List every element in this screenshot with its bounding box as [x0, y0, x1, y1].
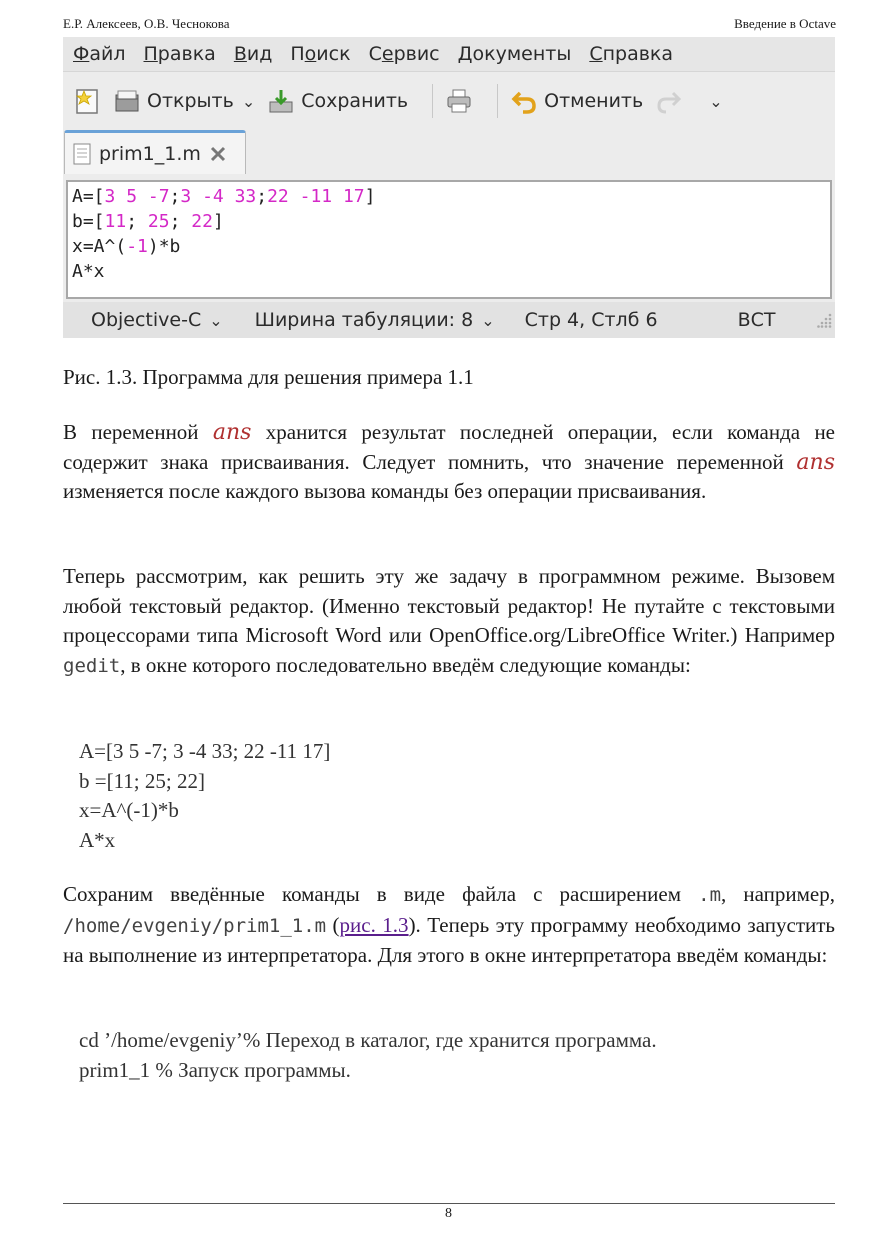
page-number: 8	[445, 1206, 452, 1221]
code-token: A=[	[72, 186, 105, 207]
chevron-down-icon: ⌄	[209, 310, 223, 330]
editor-line	[72, 234, 826, 259]
code-line: cd ’/home/evgeniy’% Переход в каталог, где хранится программа.	[79, 1028, 657, 1052]
text: Теперь рассмотрим, как решить эту же задачу в программном режиме. Вызовем любой текстовый редактор. (Именно текстовый редактор! Не путайте с текстовыми процессорами типа Microsoft Word или OpenOffice.org/LibreOffice Writer.) Например	[63, 564, 835, 647]
tab-width-selector[interactable]	[255, 309, 495, 331]
text: , например,	[721, 882, 835, 906]
code-line: A*x	[79, 827, 116, 852]
new-document-button[interactable]	[73, 87, 101, 115]
tab-prim1-1[interactable]	[64, 130, 246, 174]
menu-file[interactable]: Файл	[73, 43, 126, 65]
undo-icon	[510, 87, 538, 115]
resize-grip-icon[interactable]	[817, 312, 833, 328]
code-token: ;	[169, 211, 192, 232]
header-book-title: Введение в Octave	[734, 16, 836, 31]
number-token: 3 -4 33	[180, 186, 257, 207]
paragraph-save-file	[63, 880, 835, 971]
figure-link[interactable]: рис. 1.3	[339, 912, 409, 937]
menu-edit[interactable]: Правка	[143, 43, 216, 65]
document-tabs	[63, 130, 835, 176]
code-token: x=A^(	[72, 236, 127, 257]
toolbar	[63, 71, 835, 130]
file-extension: .m	[698, 884, 722, 906]
number-token: 11	[104, 211, 127, 232]
menu-search[interactable]: Поиск	[290, 43, 351, 65]
save-label: Сохранить	[301, 90, 409, 112]
save-button[interactable]	[267, 87, 408, 115]
gedit-screenshot	[63, 37, 835, 338]
file-path: /home/evgeniy/prim1_1.m	[63, 914, 327, 937]
editor-line	[72, 184, 826, 209]
editor-line	[72, 209, 826, 234]
running-header	[63, 16, 836, 36]
print-button[interactable]	[445, 87, 473, 115]
code-token: )*b	[147, 236, 181, 257]
code-editor[interactable]	[66, 180, 832, 299]
menu-help[interactable]: Справка	[589, 43, 674, 65]
cursor-position: Стр 4, Стлб 6	[524, 309, 658, 331]
code-line: b =[11; 25; 22]	[79, 768, 205, 793]
toolbar-separator	[497, 84, 498, 118]
number-token: -1	[126, 236, 148, 257]
tab-width-label: Ширина табуляции: 8	[254, 309, 474, 331]
undo-label: Отменить	[544, 90, 644, 112]
chevron-down-icon[interactable]: ⌄	[709, 91, 723, 111]
code-line: prim1_1 % Запуск программы.	[79, 1057, 351, 1082]
code-token: A*x	[72, 261, 105, 282]
text: изменяется после каждого вызова команды без операции присваивания.	[63, 479, 707, 503]
code-line: x=A^(-1)*b	[79, 798, 179, 822]
code-listing-1	[79, 737, 330, 855]
number-token: 22	[191, 211, 213, 232]
text: , в окне которого последовательно введём следующие команды:	[120, 652, 691, 677]
figure-caption: Рис. 1.3. Программа для решения примера 1.1	[63, 365, 474, 389]
open-label: Открыть	[147, 90, 234, 112]
code-line: A=[3 5 -7; 3 -4 33; 22 -11 17]	[79, 739, 331, 763]
paragraph-ans	[63, 418, 835, 507]
tab-title: prim1_1.m	[99, 142, 201, 165]
undo-button[interactable]	[510, 87, 643, 115]
text: В переменной	[63, 420, 213, 444]
text: ). Теперь эту программу необходимо запустить на выполнение из интерпретатора. Для этого в окне интерпретатора введём команды:	[63, 912, 835, 967]
redo-button[interactable]	[655, 87, 683, 115]
code-token: ]	[364, 186, 376, 207]
language-label: Objective-C	[91, 309, 202, 331]
close-icon[interactable]	[209, 145, 227, 163]
code-token: b=[	[72, 211, 105, 232]
chevron-down-icon[interactable]: ⌄	[241, 91, 256, 111]
folder-icon	[113, 87, 141, 115]
text-file-icon	[73, 143, 91, 165]
math-variable-ans: ans	[796, 449, 835, 475]
menu-view[interactable]: Вид	[233, 43, 273, 65]
number-token: 3 5 -7	[104, 186, 170, 207]
menu-tools[interactable]: Сервис	[368, 43, 440, 65]
new-document-icon	[73, 87, 101, 115]
menu-bar	[63, 37, 835, 71]
number-token: 25	[147, 211, 170, 232]
insert-mode: ВСТ	[737, 309, 776, 331]
language-selector[interactable]	[91, 309, 223, 331]
code-token: ;	[126, 211, 148, 232]
text: (	[326, 912, 340, 937]
header-authors: Е.Р. Алексеев, О.В. Чеснокова	[63, 16, 230, 31]
number-token: 22 -11 17	[267, 186, 365, 207]
toolbar-separator	[432, 84, 433, 118]
command-gedit: gedit	[63, 654, 121, 677]
text: хранится результат последней операции, если команда не содержит знака присваивания. Следует помнить, что значение переменной	[63, 420, 835, 474]
chevron-down-icon: ⌄	[481, 310, 495, 330]
open-button[interactable]	[113, 87, 255, 115]
text: Сохраним введённые команды в виде файла с расширением	[63, 882, 699, 906]
code-token: ;	[169, 186, 181, 207]
code-listing-2	[79, 1026, 657, 1085]
status-bar	[63, 302, 835, 338]
paragraph-program-mode	[63, 562, 835, 681]
math-variable-ans: ans	[212, 420, 252, 445]
editor-line	[72, 259, 826, 284]
redo-icon	[655, 87, 683, 115]
code-token: ]	[212, 211, 224, 232]
menu-documents[interactable]: Документы	[457, 43, 572, 65]
footer-rule	[63, 1203, 835, 1204]
save-icon	[267, 87, 295, 115]
code-token: ;	[256, 186, 268, 207]
printer-icon	[445, 87, 473, 115]
